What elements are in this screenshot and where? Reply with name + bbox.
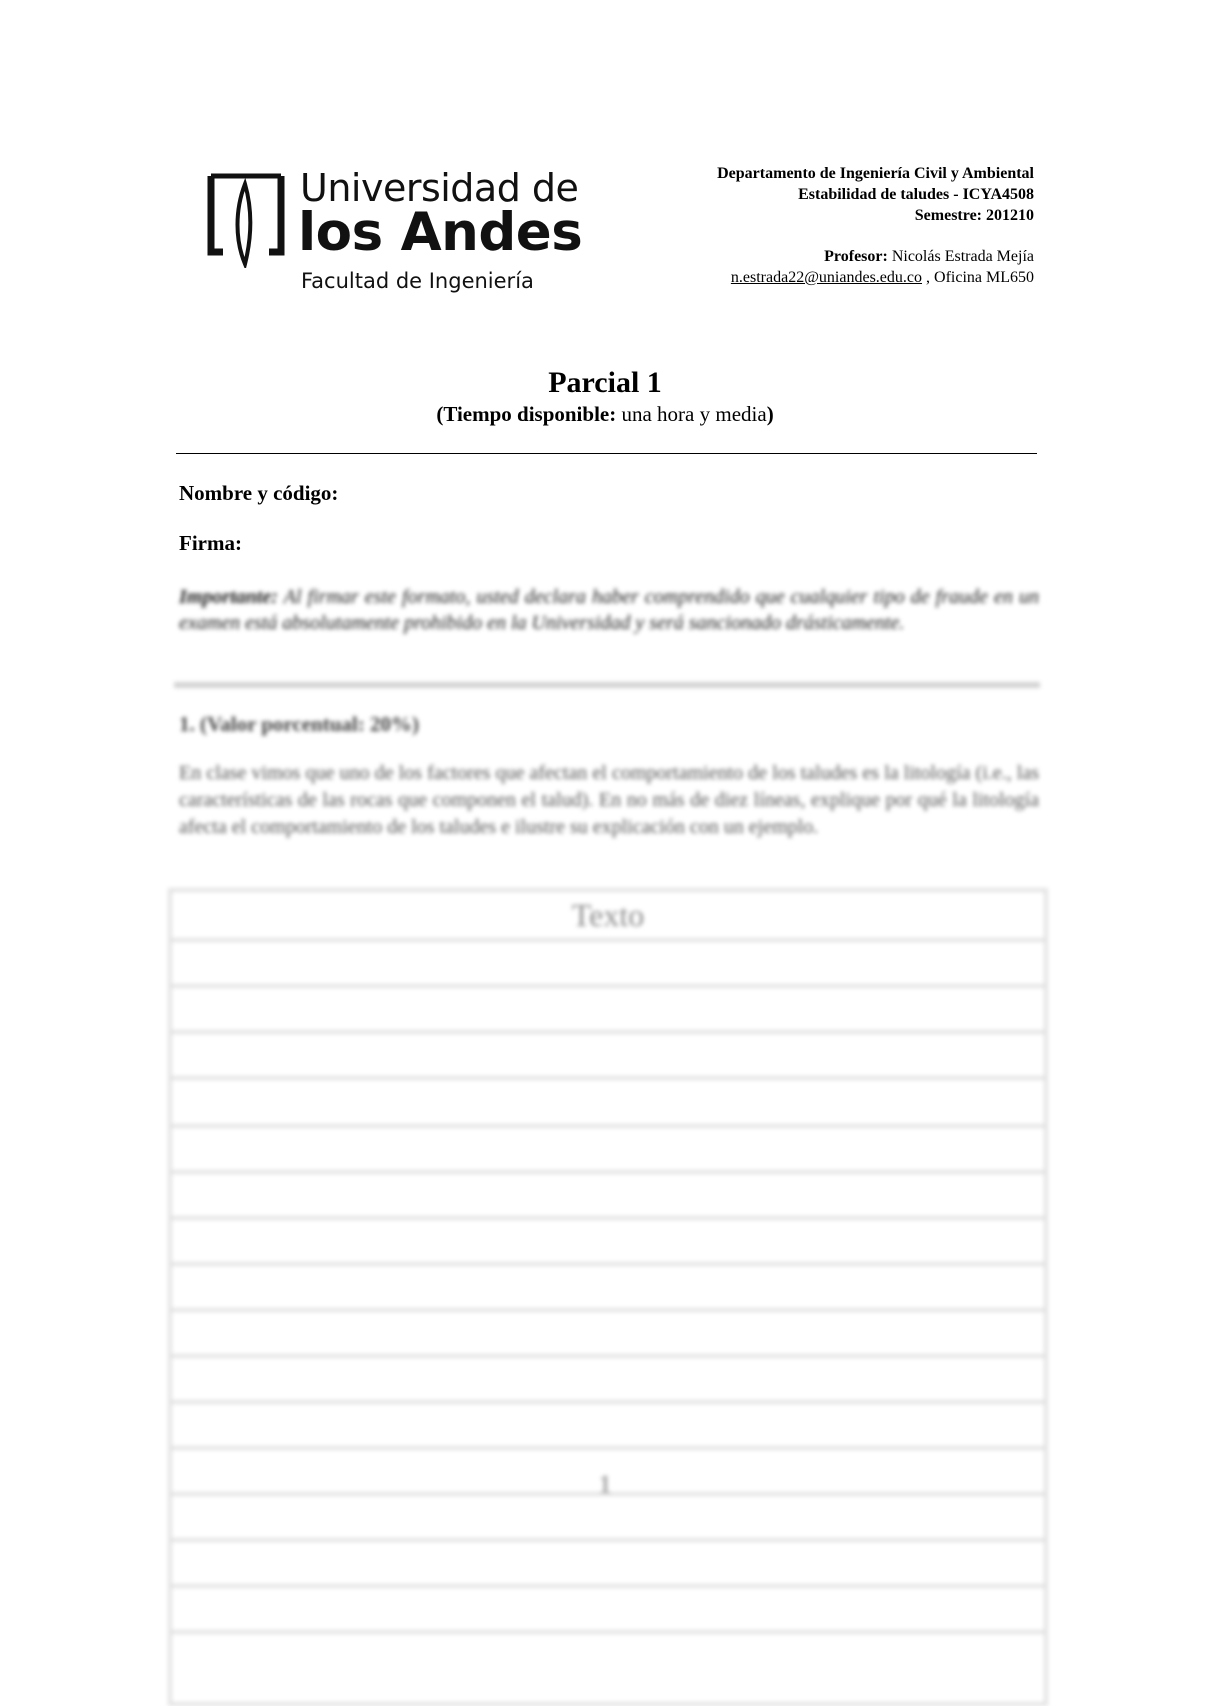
time-label: Tiempo disponible: <box>443 402 617 426</box>
university-logo <box>205 166 583 298</box>
answer-line <box>172 1584 1044 1588</box>
blurred-content <box>0 580 1224 1584</box>
logo-line-faculty: Facultad de Ingeniería <box>301 269 534 293</box>
answer-line <box>172 1262 1044 1266</box>
name-code-label: Nombre y código: <box>179 481 339 505</box>
professor-email-link[interactable]: n.estrada22@uniandes.edu.co <box>730 269 923 286</box>
subtitle-close: ) <box>766 402 774 426</box>
department-name: Departamento de Ingeniería Civil y Ambiental <box>717 165 1034 182</box>
semester: Semestre: 201210 <box>914 207 1034 224</box>
title-divider <box>176 453 1037 454</box>
answer-line <box>172 938 1044 942</box>
answer-line <box>172 1216 1044 1220</box>
contact-line <box>717 267 1034 288</box>
time-value: una hora y media <box>621 402 767 426</box>
professor-label: Profesor: <box>824 248 888 265</box>
signature-label: Firma: <box>179 531 242 555</box>
answer-line <box>172 984 1044 988</box>
answer-line <box>172 1446 1044 1450</box>
important-notice <box>179 584 1039 636</box>
answer-line <box>172 1538 1044 1542</box>
answer-box-header: Texto <box>571 897 645 933</box>
answer-box[interactable] <box>168 888 1048 1706</box>
important-label: Importante: <box>179 586 278 608</box>
question-title: 1. (Valor porcentual: 20%) <box>179 712 419 736</box>
logo-line-los-andes: los Andes <box>298 202 583 263</box>
answer-line <box>172 1124 1044 1128</box>
answer-line <box>172 1170 1044 1174</box>
answer-line <box>172 1354 1044 1358</box>
answer-line <box>172 1400 1044 1404</box>
section-divider <box>174 682 1040 688</box>
question-body: En clase vimos que uno de los factores que afectan el comportamiento de los taludes es la litología (i.e., las características de las rocas que componen el talud). En no más de diez líneas, explique por qué la litología afecta el comportamiento de los taludes e ilustre su explicación con un ejemplo. <box>179 762 1039 838</box>
course-info <box>717 163 1034 288</box>
exam-subtitle <box>0 402 1210 427</box>
answer-line <box>172 1308 1044 1312</box>
professor-line <box>717 246 1034 267</box>
university-emblem-icon <box>205 170 287 268</box>
professor-name: Nicolás Estrada Mejía <box>891 248 1034 265</box>
office: , Oficina ML650 <box>926 269 1034 286</box>
subtitle-open: ( <box>436 402 444 426</box>
answer-line <box>172 1030 1044 1034</box>
exam-title: Parcial 1 <box>548 366 662 399</box>
answer-line <box>172 1076 1044 1080</box>
answer-line <box>172 1630 1044 1634</box>
course-name: Estabilidad de taludes - ICYA4508 <box>798 186 1034 203</box>
important-text: Al firmar este formato, usted declara haber comprendido que cualquier tipo de fraude en un examen está absolutamente prohibido en la Universidad y será sancionado drásticamente. <box>179 586 1039 634</box>
page-number: 1 <box>598 1470 612 1499</box>
logo-line-university: Universidad de <box>300 166 579 210</box>
